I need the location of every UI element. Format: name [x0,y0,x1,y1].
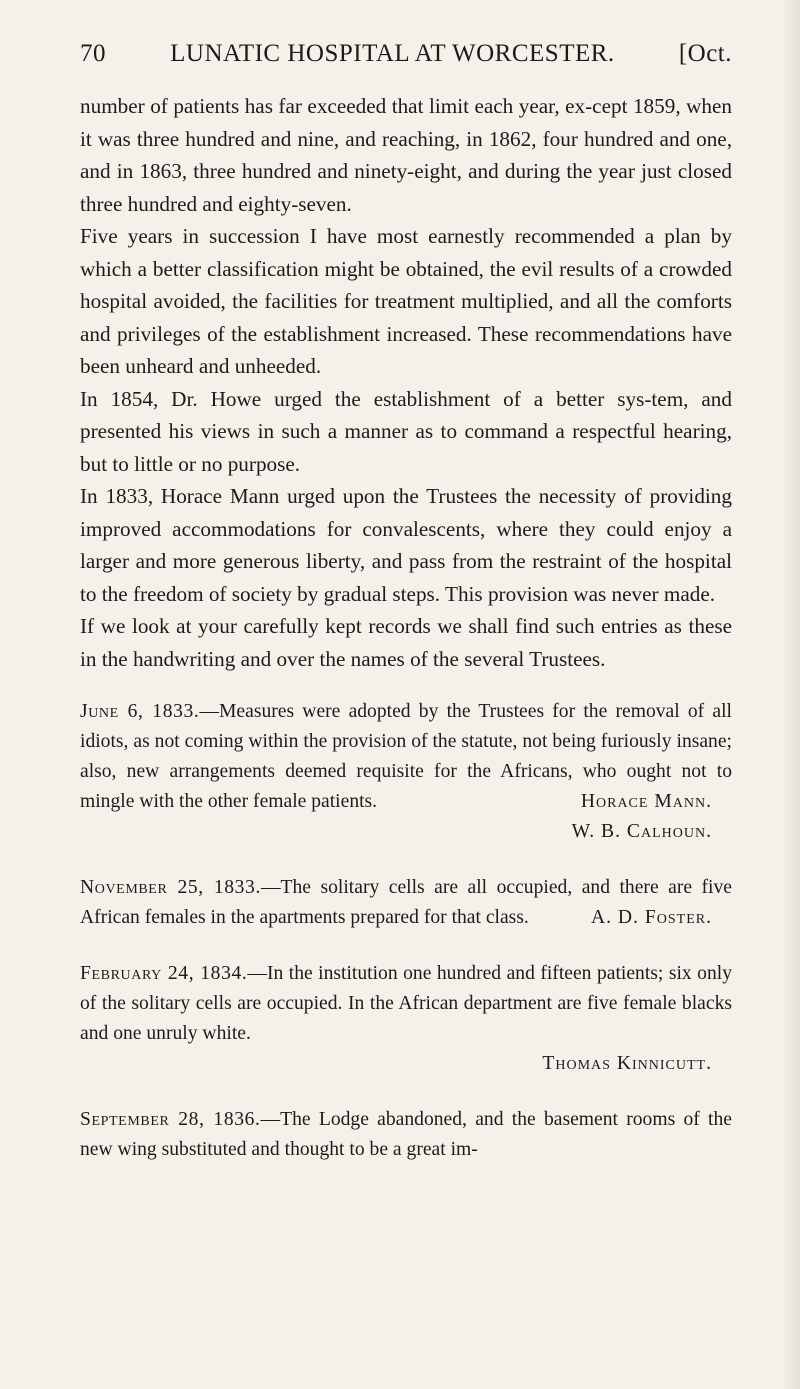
record-entries [80,697,732,1165]
paragraph: In 1854, Dr. Howe urged the establishment of a better sys-tem, and presented his views in such a manner as to command a respectful hearing, but to little or no purpose. [80,386,732,476]
page-edge-shadow [782,0,800,1389]
entry-date: September 28, 1836. [80,1109,261,1130]
record-entry [80,873,732,933]
entry-signature: W. B. Calhoun. [571,821,712,842]
running-head [80,40,732,68]
running-title: LUNATIC HOSPITAL AT WORCESTER. [170,40,615,67]
paragraph: If we look at your carefully kept records we shall find such entries as these in the handwriting and over the names of the several Trustees. [80,614,732,671]
page [80,40,732,1191]
entry-text: —Measures were adopted by the Trustees for the removal of all idiots, as not coming within the provision of the statute, not being furiously insane; also, new arrangements deemed requisite for the Africans, who ought not to mingle with the other female patients. [80,701,732,812]
paragraph: number of patients has far exceeded that limit each year, ex-cept 1859, when it was three hundred and nine, and reaching, in 1862, four hundred and one, and in 1863, three hundred and ninety-eight, and during the year just closed three hundred and eighty-seven. [80,94,732,216]
entry-date: November 25, 1833. [80,877,261,898]
entry-signature: A. D. Foster. [590,907,712,928]
running-date: [Oct. [678,40,732,67]
record-entry [80,697,732,847]
entry-date: June 6, 1833. [80,701,200,722]
entry-signature: Thomas Kinnicutt. [542,1053,712,1074]
body-text [80,90,732,675]
paragraph: In 1833, Horace Mann urged upon the Trustees the necessity of providing improved accommodations for convalescents, where they could enjoy a larger and more generous liberty, and pass from the restraint of the hospital to the freedom of society by gradual steps. This provision was never made. [80,484,732,606]
entry-text: —The Lodge abandoned, and the basement rooms of the new wing substituted and thought to be a great im- [80,1109,732,1160]
entry-date: February 24, 1834. [80,963,248,984]
paragraph: Five years in succession I have most earnestly recommended a plan by which a better classification might be obtained, the evil results of a crowded hospital avoided, the facilities for treatment multiplied, and all the comforts and privileges of the establishment increased. These recommendations have been unheard and unheeded. [80,224,732,378]
entry-signature: Horace Mann. [580,791,712,812]
entry-text: —The solitary cells are all occupied, and there are five African females in the apartments prepared for that class. [80,877,732,928]
record-entry [80,1105,732,1165]
record-entry [80,959,732,1079]
page-number: 70 [80,40,106,67]
entry-text: —In the institution one hundred and fifteen patients; six only of the solitary cells are occupied. In the African department are five female blacks and one unruly white. [80,963,732,1044]
